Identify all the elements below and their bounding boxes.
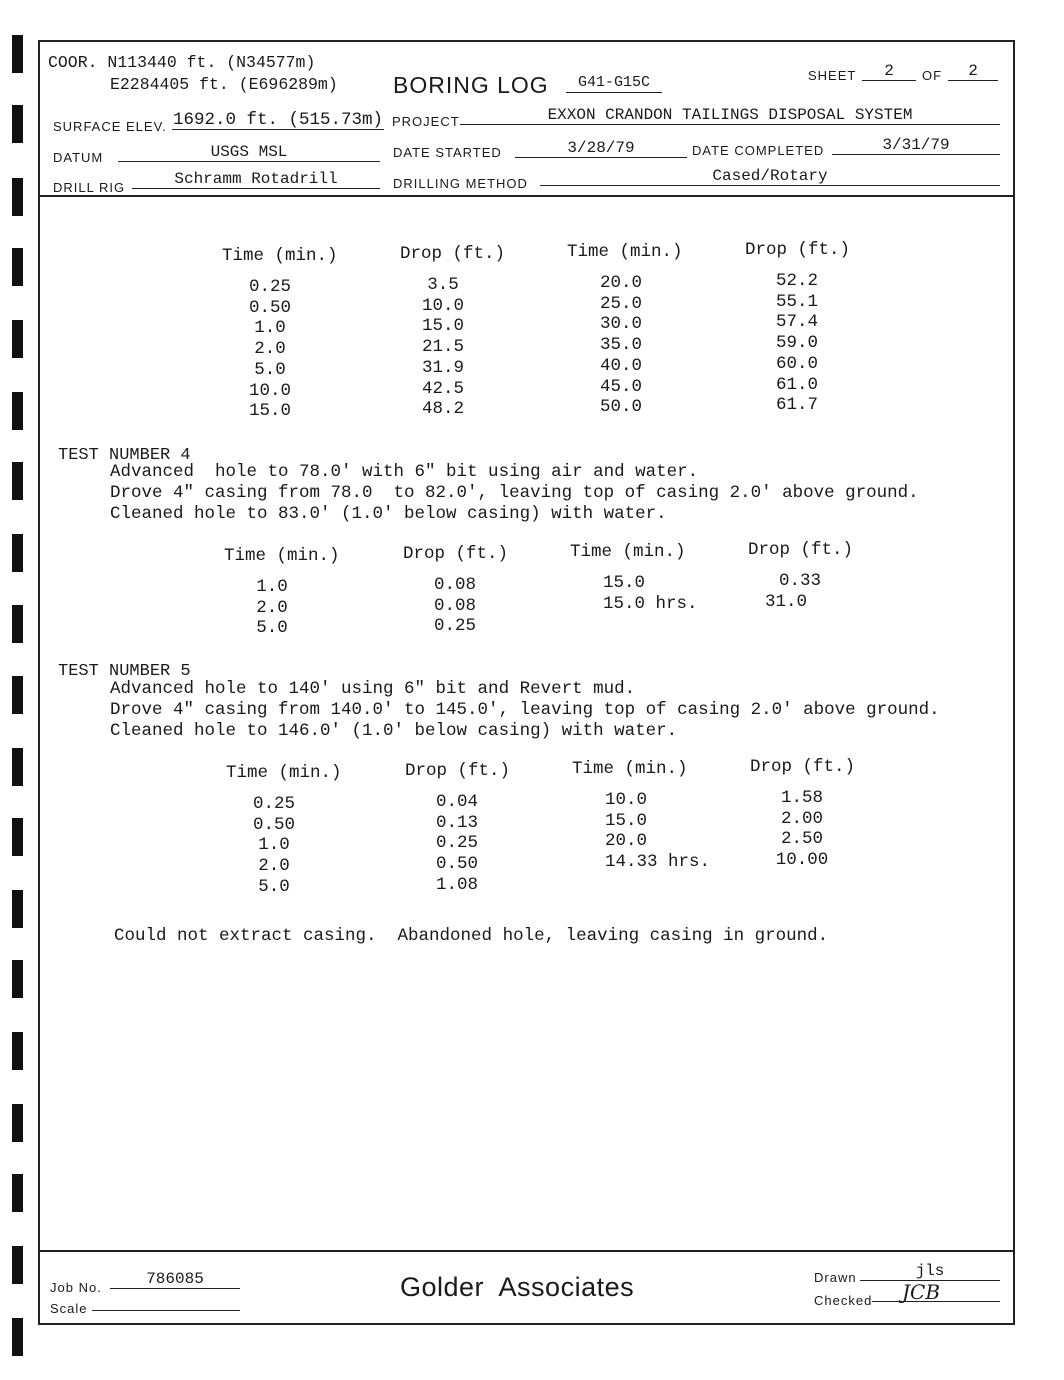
test5-drop-column-a xyxy=(422,792,492,896)
drawn-label: Drawn xyxy=(814,1270,857,1285)
table-cell: 0.25 xyxy=(248,277,291,297)
table-cell: 10.0 xyxy=(421,295,464,316)
coordinates-block xyxy=(48,52,338,96)
table-cell: 0.33 xyxy=(779,571,822,591)
of-label: OF xyxy=(922,68,943,83)
table-cell: 57.4 xyxy=(775,312,818,333)
table-cell: 0.50 xyxy=(248,297,291,318)
test5-time-column-a xyxy=(234,794,314,898)
header-divider xyxy=(38,195,1015,197)
table-cell: 20.0 xyxy=(605,831,648,852)
table-cell: 2.0 xyxy=(254,339,286,360)
project-value: EXXON CRANDON TAILINGS DISPOSAL SYSTEM xyxy=(460,106,1000,125)
test4-drop-header-a: Drop (ft.) xyxy=(403,544,509,564)
table1-drop-column-b xyxy=(762,271,832,416)
table-cell: 60.0 xyxy=(775,353,818,374)
test5-time-column-b xyxy=(605,790,710,873)
table-cell: 5.0 xyxy=(258,876,290,897)
test5-drop-header-b: Drop (ft.) xyxy=(750,757,856,777)
test4-line-2: Drove 4" casing from 78.0 to 82.0', leaving top of casing 2.0' above ground. xyxy=(110,483,919,503)
table-cell: 0.25 xyxy=(435,833,478,854)
table-cell: 14.33 hrs. xyxy=(605,852,711,873)
coord-east: E2284405 ft. (E696289m) xyxy=(110,75,338,94)
table-cell: 0.50 xyxy=(252,814,295,835)
table-cell: 30.0 xyxy=(599,314,642,335)
test4-time-column-b xyxy=(603,573,698,614)
project-label: PROJECT xyxy=(392,114,460,129)
table1-time-header-a: Time (min.) xyxy=(222,246,338,266)
datum-value: USGS MSL xyxy=(118,143,380,162)
table-cell: 31.0 xyxy=(765,591,808,612)
sheet-number: 2 xyxy=(862,62,916,81)
coord-label: COOR. xyxy=(48,53,98,72)
surface-elev-label: SURFACE ELEV. xyxy=(53,119,167,134)
table1-drop-header-a: Drop (ft.) xyxy=(400,244,506,264)
datum-label: DATUM xyxy=(53,150,104,165)
test4-drop-header-b: Drop (ft.) xyxy=(748,540,854,560)
table1-time-header-b: Time (min.) xyxy=(567,242,683,262)
closing-note: Could not extract casing. Abandoned hole, leaving casing in ground. xyxy=(114,926,829,946)
drill-rig-value: Schramm Rotadrill xyxy=(132,170,380,189)
table-cell: 50.0 xyxy=(599,397,642,418)
test5-time-header-a: Time (min.) xyxy=(226,763,342,783)
table-cell: 2.0 xyxy=(258,856,290,877)
table-cell: 0.08 xyxy=(433,595,476,616)
sheet-total: 2 xyxy=(948,62,998,81)
table-cell: 1.0 xyxy=(256,577,288,597)
footer-divider xyxy=(38,1250,1015,1252)
drilling-method-value: Cased/Rotary xyxy=(540,167,1000,186)
test5-line-3: Cleaned hole to 146.0' (1.0' below casing) with water. xyxy=(110,721,678,741)
boring-log-title: BORING LOG xyxy=(393,72,549,98)
test4-time-column-a xyxy=(232,577,312,639)
date-started-label: DATE STARTED xyxy=(393,145,502,160)
table-cell: 21.5 xyxy=(421,337,464,358)
job-no-label: Job No. xyxy=(50,1280,102,1295)
table-cell: 61.7 xyxy=(775,395,818,416)
table-cell: 10.00 xyxy=(775,850,829,871)
table-cell: 15.0 xyxy=(421,316,464,337)
drawn-value: jls xyxy=(860,1262,1000,1281)
table-cell: 5.0 xyxy=(254,359,286,380)
company-name: Golder Associates xyxy=(400,1272,635,1302)
table-cell: 1.0 xyxy=(254,318,286,339)
table-cell: 2.00 xyxy=(780,808,823,829)
test5-title: TEST NUMBER 5 xyxy=(58,662,191,681)
table-cell: 25.0 xyxy=(599,293,642,314)
drilling-method-label: DRILLING METHOD xyxy=(393,176,528,191)
test4-drop-column-b xyxy=(765,571,835,612)
table-cell: 48.2 xyxy=(421,399,464,420)
table-cell: 10.0 xyxy=(605,790,648,810)
table-cell: 0.04 xyxy=(435,792,478,812)
table-cell: 3.5 xyxy=(427,275,459,295)
checked-label: Checked xyxy=(814,1293,873,1308)
table-cell: 35.0 xyxy=(599,335,642,356)
table-cell: 0.08 xyxy=(433,575,476,595)
test5-drop-header-a: Drop (ft.) xyxy=(405,761,511,781)
test4-time-header-b: Time (min.) xyxy=(570,542,686,562)
test4-description xyxy=(110,462,919,525)
table-cell: 0.50 xyxy=(435,854,478,875)
table-cell: 2.50 xyxy=(780,829,823,850)
table-cell: 31.9 xyxy=(421,357,464,378)
test4-drop-column-a xyxy=(420,575,490,637)
date-started-value: 3/28/79 xyxy=(515,139,687,158)
sheet-label: SHEET xyxy=(808,68,857,83)
test4-line-3: Cleaned hole to 83.0' (1.0' below casing) with water. xyxy=(110,504,667,524)
table1-time-column-a xyxy=(230,277,310,422)
test5-line-2: Drove 4" casing from 140.0' to 145.0', leaving top of casing 2.0' above ground. xyxy=(110,700,940,720)
table-cell: 2.0 xyxy=(256,597,288,618)
table-cell: 42.5 xyxy=(421,378,464,399)
test4-time-header-a: Time (min.) xyxy=(224,546,340,566)
job-no-value: 786085 xyxy=(110,1270,240,1289)
table-cell: 1.0 xyxy=(258,835,290,856)
table-cell: 55.1 xyxy=(775,291,818,312)
table-cell: 15.0 hrs. xyxy=(603,593,698,614)
drill-rig-label: DRILL RIG xyxy=(53,180,126,195)
table-cell: 59.0 xyxy=(775,333,818,354)
table-cell: 0.25 xyxy=(252,794,295,814)
table-cell: 45.0 xyxy=(599,376,642,397)
table-cell: 10.0 xyxy=(248,380,291,401)
date-completed-label: DATE COMPLETED xyxy=(692,143,825,158)
scale-value xyxy=(92,1293,240,1311)
table-cell: 52.2 xyxy=(775,271,818,291)
table-cell: 15.0 xyxy=(603,573,646,593)
table-cell: 15.0 xyxy=(605,810,648,831)
table-cell: 1.08 xyxy=(435,874,478,895)
table-cell: 40.0 xyxy=(599,355,642,376)
table-cell: 15.0 xyxy=(248,401,291,422)
test4-line-1: Advanced hole to 78.0' with 6" bit using air and water. xyxy=(110,462,699,482)
table1-time-column-b xyxy=(582,273,660,418)
table1-drop-header-b: Drop (ft.) xyxy=(745,240,851,260)
test5-time-header-b: Time (min.) xyxy=(572,759,688,779)
table-cell: 0.13 xyxy=(435,812,478,833)
table-cell: 5.0 xyxy=(256,618,288,639)
table-cell: 61.0 xyxy=(775,374,818,395)
table1-drop-column-a xyxy=(408,275,478,420)
checked-signature: JCB xyxy=(872,1283,1000,1302)
table-cell: 20.0 xyxy=(599,273,642,293)
scale-label: Scale xyxy=(50,1301,88,1316)
test5-line-1: Advanced hole to 140' using 6" bit and Revert mud. xyxy=(110,679,636,699)
table-cell: 1.58 xyxy=(780,788,823,808)
test4-title: TEST NUMBER 4 xyxy=(58,446,191,465)
date-completed-value: 3/31/79 xyxy=(832,136,1000,155)
coord-north: N113440 ft. (N34577m) xyxy=(107,53,316,72)
test5-description xyxy=(110,679,940,742)
surface-elev-value: 1692.0 ft. (515.73m) xyxy=(172,110,384,130)
table-cell: 0.25 xyxy=(433,616,476,637)
boring-id: G41-G15C xyxy=(566,74,662,93)
test5-drop-column-b xyxy=(770,788,834,871)
